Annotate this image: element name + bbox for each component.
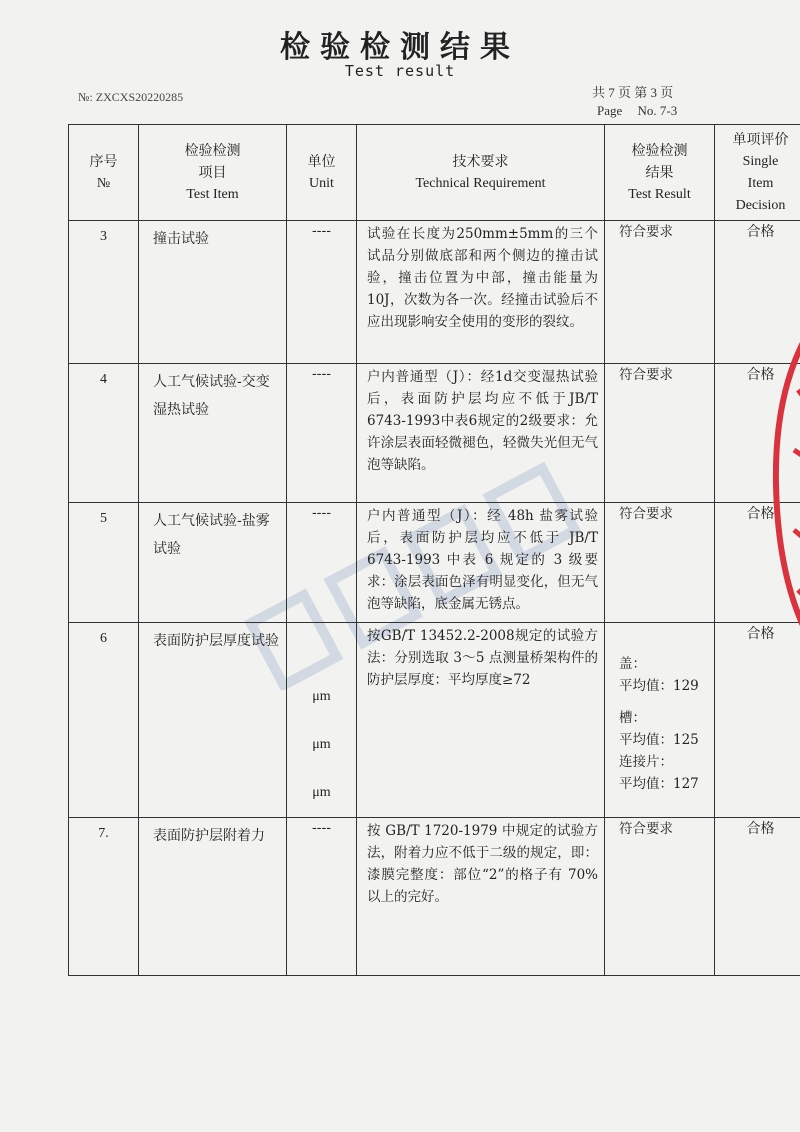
- row-item: 人工气候试验-交变湿热试验: [139, 364, 287, 503]
- unit-lid: μm: [312, 689, 331, 704]
- row-requirement: 试验在长度为250mm±5mm的三个试品分别做底部和两个侧边的撞击试验，撞击位置为中部，撞击能量为10J，次数为各一次。经撞击试验后不应出现影响安全使用的变形的裂纹。: [357, 221, 605, 364]
- header-decision: 单项评价 Single Item Decision: [715, 125, 800, 221]
- row-requirement: 户内普通型（J）：经1d交变湿热试验后，表面防护层均应不低于JB/T 6743-1993中表6规定的2级要求：允许涂层表面轻微褪色，轻微失光但无气泡等缺陷。: [357, 364, 605, 503]
- row-unit: ----: [287, 818, 357, 976]
- table-row: [69, 503, 800, 623]
- header-item: 检验检测 项目 Test Item: [139, 125, 287, 221]
- table-row: [69, 623, 800, 818]
- header-unit: 单位 Unit: [287, 125, 357, 221]
- row-item: 表面防护层厚度试验: [139, 623, 287, 818]
- row-decision: 合格: [715, 818, 800, 976]
- row-requirement: 户内普通型（J）：经 48h 盐雾试验后，表面防护层均应不低于 JB/T 6743-1993 中表 6 规定的 3 级要求：涂层表面色泽有明显变化，但无气泡等缺陷，底金属无锈点。: [357, 503, 605, 623]
- page-no: No. 7-3: [637, 103, 678, 118]
- row-result: 符合要求: [605, 818, 715, 976]
- page-subtitle: Test result: [344, 62, 456, 80]
- row-item: 人工气候试验-盐雾试验: [139, 503, 287, 623]
- seal-stamp: [770, 330, 800, 640]
- header-requirement: 技术要求 Technical Requirement: [357, 125, 605, 221]
- table-header-row: [69, 125, 800, 221]
- results-table: [68, 124, 800, 976]
- table-row: [69, 818, 800, 976]
- row-decision: 合格: [715, 221, 800, 364]
- row-requirement: 按GB/T 13452.2-2008规定的试验方法：分别选取 3～5 点测量桥架构件的防护层厚度：平均厚度≥72: [357, 623, 605, 818]
- table-row: [69, 364, 800, 503]
- row-item: 撞击试验: [139, 221, 287, 364]
- result-lid-label: 盖：: [619, 656, 646, 672]
- row-decision: 合格: [715, 623, 800, 818]
- page-title: 检验检测结果: [280, 30, 520, 65]
- result-connector-label: 连接片：: [619, 754, 673, 770]
- row-result: 符合要求: [605, 364, 715, 503]
- result-trough-label: 槽：: [619, 710, 646, 726]
- row-no: 7.: [69, 818, 139, 976]
- page-count: [592, 82, 673, 101]
- header-no: 序号 №: [69, 125, 139, 221]
- row-decision: 合格: [715, 503, 800, 623]
- report-number: №: ZXCXS20220285: [78, 90, 184, 104]
- row-unit: ----: [287, 364, 357, 503]
- row-unit: ----: [287, 503, 357, 623]
- row-result: 符合要求: [605, 503, 715, 623]
- unit-connector: μm: [312, 785, 331, 800]
- row-requirement: 按 GB/T 1720-1979 中规定的试验方法，附着力应不低于二级的规定，即：漆膜完整度：部位“2”的格子有 70%以上的完好。: [357, 818, 605, 976]
- pages-total: 共 7 页: [592, 85, 632, 100]
- row-item: 表面防护层附着力: [139, 818, 287, 976]
- row-no: 5: [69, 503, 139, 623]
- page-number: [597, 103, 689, 119]
- row-unit: ----: [287, 221, 357, 364]
- row-no: 3: [69, 221, 139, 364]
- table-row: [69, 221, 800, 364]
- row-no: 4: [69, 364, 139, 503]
- row-decision: 合格: [715, 364, 800, 503]
- row-result: [605, 623, 715, 818]
- row-no: 6: [69, 623, 139, 818]
- result-connector-value: 平均值：127: [619, 776, 699, 792]
- result-trough-value: 平均值：125: [619, 732, 699, 748]
- page-current: 第 3 页: [634, 85, 674, 100]
- row-result: 符合要求: [605, 221, 715, 364]
- unit-trough: μm: [312, 737, 331, 752]
- page-label: Page: [597, 103, 623, 118]
- header-result: 检验检测 结果 Test Result: [605, 125, 715, 221]
- row-unit: [287, 623, 357, 818]
- result-lid-value: 平均值：129: [619, 678, 699, 694]
